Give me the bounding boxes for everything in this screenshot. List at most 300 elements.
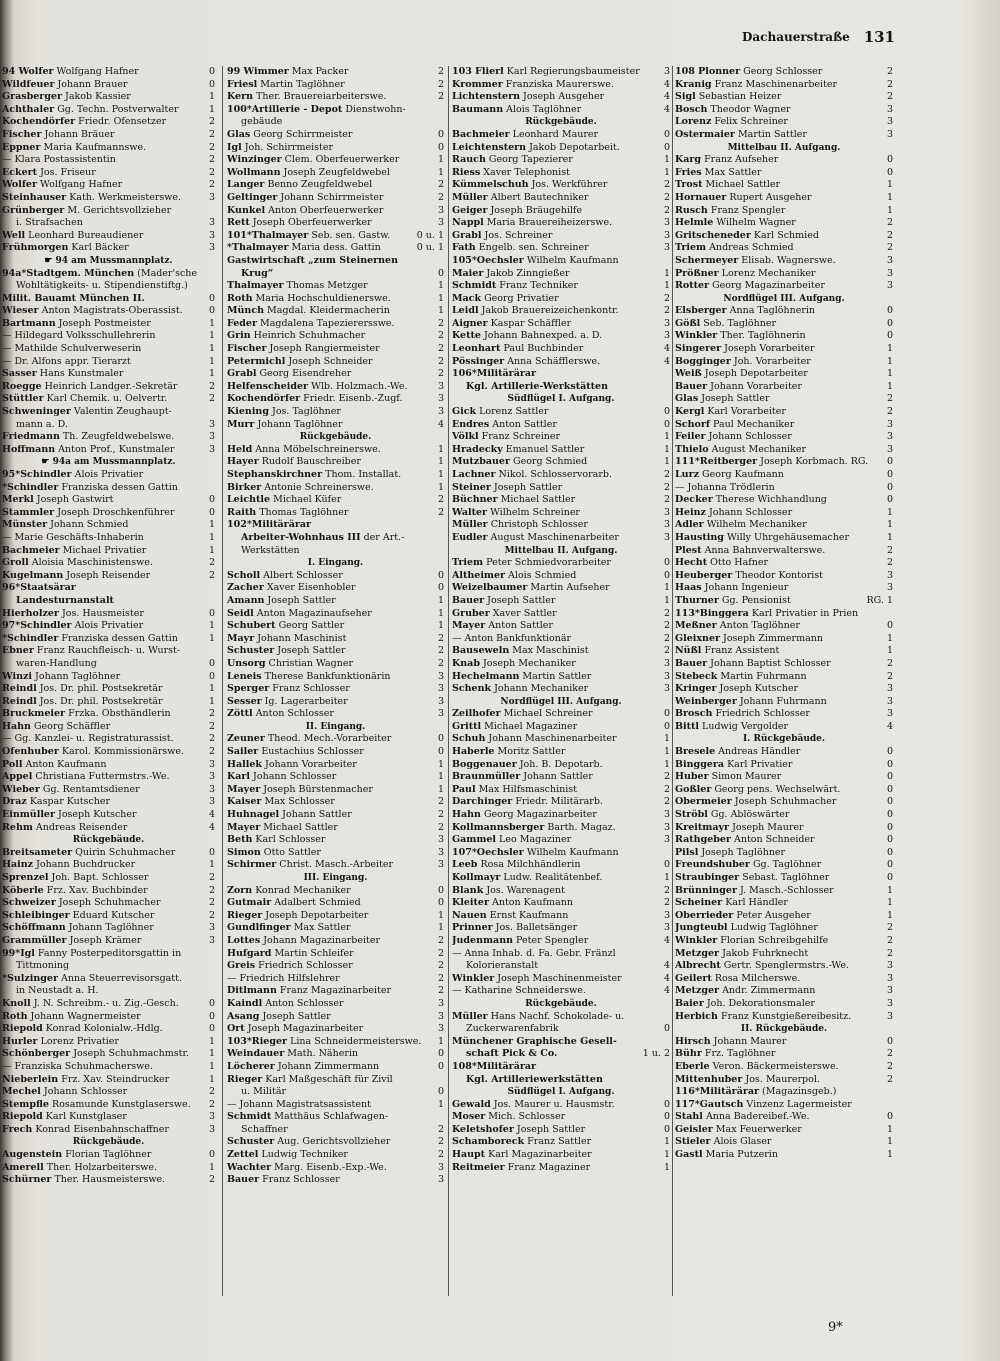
floor-number: 0: [886, 771, 893, 783]
directory-entry: [675, 998, 893, 1011]
directory-entry: [675, 645, 893, 658]
resident-detail: Johann Mechaniker: [491, 683, 589, 695]
floor-number: 3: [886, 683, 893, 695]
resident-name: Adler: [675, 519, 704, 531]
floor-number: 1: [437, 469, 444, 480]
floor-number: 3: [208, 418, 215, 430]
floor-number: 0: [886, 620, 893, 632]
section-heading: [452, 1086, 670, 1099]
resident-name: Leichtenstern: [452, 141, 527, 153]
directory-entry: [452, 268, 670, 281]
resident-name: Roegge: [2, 380, 42, 392]
floor-number: 2: [886, 66, 893, 77]
resident-detail: Rosamunde Kunstglaserswe.: [48, 1098, 191, 1110]
floor-number: 0: [437, 267, 444, 279]
directory-entry: [452, 154, 670, 167]
resident-name: Feder: [227, 317, 257, 329]
resident-detail: Karl Privatier in Prien: [748, 607, 859, 619]
directory-entry: [452, 230, 670, 243]
resident-name: Kollmayr: [452, 872, 501, 883]
directory-entry: [227, 973, 444, 986]
floor-number: 1: [208, 103, 215, 115]
directory-entry: [675, 822, 893, 835]
floor-number: 0: [663, 1111, 670, 1123]
directory-entry: [227, 948, 444, 961]
directory-entry: [675, 582, 893, 595]
directory-entry: [2, 985, 215, 998]
directory-entry: [675, 759, 893, 772]
resident-detail: Ludwig Taglöhner: [727, 922, 818, 934]
directory-entry: [675, 532, 893, 545]
resident-name: 106*Militärärar: [452, 368, 537, 380]
directory-entry: [227, 381, 444, 394]
floor-number: 0: [437, 569, 444, 581]
resident-name: Scheiner: [675, 897, 723, 909]
floor-number: 1: [886, 380, 893, 392]
resident-name: Kreitmayr: [675, 821, 730, 833]
resident-name: *Schindler: [2, 481, 59, 493]
resident-detail: Alois Schmied: [505, 569, 577, 581]
floor-number: 2: [437, 1149, 444, 1161]
directory-entry: [227, 129, 444, 142]
directory-entry: [675, 708, 893, 721]
resident-name: Kugelmann: [2, 569, 64, 581]
floor-number: 3: [663, 330, 670, 342]
resident-name: Stempfle: [2, 1098, 49, 1110]
resident-detail: Karl Magazinarbeiter: [485, 1149, 592, 1161]
directory-entry: [2, 708, 215, 721]
floor-number: 0: [208, 66, 215, 77]
directory-entry: [675, 217, 893, 230]
resident-detail: Paul Buchbinder: [500, 343, 584, 355]
resident-detail: i. Strafsachen: [16, 217, 83, 229]
directory-entry: [227, 1023, 444, 1036]
directory-entry: [227, 1086, 444, 1099]
resident-name: Decker: [675, 494, 713, 506]
resident-name: Ebner: [2, 645, 34, 657]
resident-name: Löcherer: [227, 1060, 275, 1072]
directory-entry: [227, 696, 444, 709]
resident-name: 94a*Stadtgem. München: [2, 267, 135, 279]
resident-name: Kollmannsberger: [452, 821, 545, 833]
resident-name: 107*Oechsler: [452, 846, 524, 858]
floor-number: 4: [663, 934, 670, 946]
floor-number: 1: [437, 909, 444, 921]
resident-name: Grabl: [452, 229, 482, 241]
floor-number: 3: [437, 846, 444, 858]
section-heading: [227, 557, 444, 570]
floor-number: 3: [663, 506, 670, 518]
resident-detail: Joseph Zimmermann: [720, 632, 823, 644]
floor-number: 3: [437, 683, 444, 695]
resident-detail: Johann Schirrmeister: [277, 191, 384, 203]
floor-number: 1: [208, 1060, 215, 1072]
floor-number: 3: [437, 670, 444, 682]
directory-entry: [675, 381, 893, 394]
resident-name: Ströbl: [675, 809, 708, 821]
floor-number: 4: [208, 821, 215, 833]
directory-entry: [2, 1048, 215, 1061]
floor-number: 0: [663, 418, 670, 430]
directory-entry: [227, 1061, 444, 1074]
resident-name: Gößl: [675, 317, 701, 329]
resident-name: Trost: [675, 179, 703, 191]
resident-detail: Joseph Sattler: [259, 1010, 331, 1022]
resident-name: Grabl: [227, 368, 257, 380]
resident-detail: Joseph Sattler: [490, 481, 563, 493]
floor-number: 3: [437, 217, 444, 229]
floor-number: 2: [663, 897, 670, 909]
resident-name: Feiler: [675, 431, 706, 443]
resident-detail: Jos. Dr. phil. Postsekretär: [36, 695, 163, 707]
directory-entry: [452, 847, 670, 860]
directory-entry: [2, 79, 215, 92]
resident-name: 103 Flierl: [452, 66, 504, 77]
directory-entry: [675, 1136, 893, 1149]
resident-name: Beth: [227, 834, 253, 846]
resident-detail: Joseph Sattler: [264, 594, 336, 606]
directory-entry: [227, 91, 444, 104]
resident-detail: Kaspar Kutscher: [26, 796, 111, 808]
directory-entry: [452, 885, 670, 898]
floor-number: 0: [437, 1060, 444, 1072]
resident-detail: Joseph Schuhmacher: [731, 796, 837, 808]
resident-detail: Hans Kunstmaler: [36, 368, 124, 380]
floor-number: 3: [208, 922, 215, 934]
section-heading: [452, 998, 670, 1011]
floor-number: 1: [663, 872, 670, 883]
resident-detail: Theodor Kontorist: [732, 569, 823, 581]
floor-number: 0: [886, 821, 893, 833]
floor-number: 3: [886, 708, 893, 720]
directory-entry: [675, 683, 893, 696]
resident-detail: Mittelbau II. Aufgang.: [504, 545, 618, 556]
resident-detail: Franziska dessen Gattin: [58, 632, 178, 644]
resident-name: Wildfeuer: [2, 78, 55, 90]
directory-entry: [2, 1124, 215, 1137]
floor-number: 1: [437, 607, 444, 619]
resident-detail: Frzka. Obsthändlerin: [65, 708, 171, 720]
directory-entry: [675, 608, 893, 621]
resident-detail: Max Packer: [288, 66, 349, 77]
section-heading: [452, 116, 670, 129]
floor-number: 3: [663, 229, 670, 241]
directory-entry: [675, 431, 893, 444]
floor-number: 3: [208, 443, 215, 455]
resident-detail: II. Eingang.: [305, 721, 366, 732]
directory-entry: [2, 1074, 215, 1087]
floor-number: 1: [208, 1035, 215, 1047]
resident-name: Sasser: [2, 368, 37, 380]
resident-detail: Südflügel I. Aufgang.: [507, 394, 615, 405]
resident-name: Asang: [227, 1010, 260, 1022]
resident-name: Fath: [452, 242, 476, 254]
resident-name: Hallek: [227, 758, 262, 770]
directory-entry: [227, 545, 444, 558]
resident-detail: Franz Schlosser: [269, 683, 350, 695]
floor-number: 1: [437, 280, 444, 292]
resident-detail: J. Masch.-Schlosser: [736, 884, 834, 896]
directory-entry: [2, 242, 215, 255]
floor-number: 1 u. 2: [642, 1048, 670, 1060]
resident-detail: Martin Fuhrmann: [717, 670, 807, 682]
resident-name: Gastwirtschaft „zum Steinernen: [227, 254, 399, 266]
directory-entry: [675, 230, 893, 243]
directory-entry: [227, 116, 444, 129]
resident-detail: Mittelbau II. Aufgang.: [727, 142, 841, 153]
resident-detail: Karl Chemik. u. Oelvertr.: [43, 393, 168, 405]
floor-number: 0: [208, 607, 215, 619]
resident-detail: Kath. Werkmeisterswe.: [66, 191, 182, 203]
resident-detail: Franziska dessen Gattin: [58, 481, 178, 493]
floor-number: 3: [886, 972, 893, 984]
directory-entry: [452, 1074, 670, 1087]
floor-number: 3: [208, 229, 215, 241]
directory-entry: [452, 834, 670, 847]
resident-name: Eberle: [675, 1060, 710, 1072]
resident-detail: J. N. Schreibm.- u. Zig.-Gesch.: [30, 997, 179, 1009]
resident-name: Unsorg: [227, 657, 266, 669]
resident-detail: Alois Glaser: [710, 1136, 772, 1148]
directory-entry: [675, 444, 893, 457]
resident-name: Kochendörfer: [2, 116, 76, 128]
resident-detail: mann a. D.: [16, 418, 68, 430]
directory-entry: [675, 885, 893, 898]
directory-entry: [452, 66, 670, 79]
resident-name: Thalmayer: [227, 280, 284, 292]
floor-number: 4: [663, 355, 670, 367]
directory-entry: [2, 91, 215, 104]
floor-number: 1: [886, 368, 893, 380]
resident-detail: Johann Vorarbeiter: [707, 380, 802, 392]
resident-name: Eppner: [2, 141, 41, 153]
floor-number: 0: [208, 78, 215, 90]
directory-entry: [675, 507, 893, 520]
resident-detail: Sebast. Taglöhner: [739, 872, 830, 883]
resident-name: Bittl: [675, 720, 700, 732]
resident-detail: Wohltätigkeits- u. Stipendienstiftg.): [16, 280, 188, 292]
resident-name: Leeb: [452, 859, 478, 871]
resident-detail: Rosa Milcherswe.: [711, 972, 801, 984]
section-heading: [227, 872, 444, 885]
column-2: [227, 66, 444, 1306]
floor-number: 0: [208, 1023, 215, 1035]
section-heading: [227, 431, 444, 444]
resident-name: Metzger: [675, 985, 720, 997]
resident-detail: Thomas Metzger: [283, 280, 368, 292]
floor-number: 1: [886, 909, 893, 921]
resident-name: Geltinger: [227, 191, 278, 203]
resident-detail: Friedrich Schlosser: [712, 708, 810, 720]
floor-number: 2: [437, 809, 444, 821]
resident-name: Leneis: [227, 670, 262, 682]
resident-name: Fischer: [2, 128, 42, 140]
resident-name: Altheimer: [452, 569, 506, 581]
resident-name: Geisler: [675, 1123, 713, 1135]
resident-name: Huber: [675, 771, 709, 783]
resident-name: Wieser: [2, 305, 39, 317]
resident-name: Langer: [227, 179, 265, 191]
floor-number: 2: [208, 708, 215, 720]
resident-detail: Johann Baptist Schlosser: [707, 657, 831, 669]
floor-number: 0: [208, 846, 215, 858]
resident-detail: Jakob Depotarbeit.: [526, 141, 620, 153]
resident-name: Zöttl: [227, 708, 253, 720]
resident-name: Moser: [452, 1111, 486, 1123]
floor-number: 1: [437, 758, 444, 770]
floor-number: 1: [663, 594, 670, 606]
directory-entry: [452, 179, 670, 192]
resident-detail: Rupert Ausgeher: [726, 191, 812, 203]
floor-number: 1: [886, 204, 893, 216]
resident-detail: Rückgebäude.: [299, 432, 372, 443]
resident-detail: Franz Techniker: [496, 280, 578, 292]
resident-detail: Michael Sattler: [702, 179, 781, 191]
directory-entry: [675, 205, 893, 218]
directory-entry: [452, 318, 670, 331]
resident-detail: Jakob Kassier: [62, 91, 131, 103]
floor-number: 2: [437, 179, 444, 191]
column-divider: [448, 66, 449, 1296]
floor-number: 3: [663, 519, 670, 531]
floor-number: 2: [886, 1048, 893, 1060]
floor-number: 3: [663, 670, 670, 682]
resident-detail: Jos. Dr. phil. Postsekretär: [36, 683, 163, 695]
resident-name: Mechel: [2, 1086, 41, 1098]
floor-number: 1: [208, 330, 215, 342]
resident-detail: Franz Magazinarbeiter: [276, 985, 392, 997]
directory-entry: [675, 66, 893, 79]
floor-number: 4: [886, 720, 893, 732]
directory-entry: [675, 910, 893, 923]
directory-entry: [227, 1136, 444, 1149]
floor-number: 2: [437, 796, 444, 808]
resident-detail: Anton Sattler: [489, 418, 557, 430]
directory-entry: [2, 179, 215, 192]
directory-entry: [675, 494, 893, 507]
section-heading: [452, 545, 670, 558]
floor-number: 0: [663, 1023, 670, 1035]
floor-number: 1: [437, 443, 444, 455]
page-header: [700, 28, 895, 48]
floor-number: 2: [208, 872, 215, 883]
floor-number: 0 u. 1: [416, 229, 444, 241]
floor-number: 1: [886, 191, 893, 203]
resident-name: Steinhauser: [2, 191, 67, 203]
directory-entry: [675, 268, 893, 281]
directory-entry: [227, 280, 444, 293]
floor-number: 3: [886, 997, 893, 1009]
floor-number: 0: [663, 1123, 670, 1135]
directory-entry: [2, 167, 215, 180]
resident-detail: Leonhard Bureaudiener: [25, 229, 144, 241]
floor-number: 2: [663, 620, 670, 632]
floor-number: 2: [437, 494, 444, 506]
floor-number: 0: [208, 1149, 215, 1161]
floor-number: 2: [886, 544, 893, 556]
directory-entry: [2, 960, 215, 973]
resident-detail: Otto Hafner: [707, 557, 769, 569]
directory-entry: [452, 822, 670, 835]
resident-name: Rusch: [675, 204, 708, 216]
resident-detail: Florian Taglöhner: [62, 1149, 152, 1161]
resident-detail: Clem. Oberfeuerwerker: [281, 154, 400, 166]
resident-detail: Joseph Gastwirt: [33, 494, 114, 506]
directory-entry: [2, 545, 215, 558]
resident-detail: Alois Privatier: [71, 620, 144, 632]
resident-name: Hahn: [452, 809, 481, 821]
resident-detail: Wilhelm Wagner: [713, 217, 796, 229]
directory-entry: [227, 519, 444, 532]
resident-name: Triem: [675, 242, 707, 254]
resident-detail: Jakob Zinngießer: [483, 267, 570, 279]
resident-name: Oberrieder: [675, 909, 734, 921]
resident-name: Grammüller: [2, 934, 67, 946]
floor-number: 0: [663, 720, 670, 732]
floor-number: 1: [437, 1035, 444, 1047]
resident-detail: Johann Schmied: [47, 519, 129, 531]
section-heading: [675, 293, 893, 306]
directory-entry: [2, 721, 215, 734]
resident-name: Winkler: [675, 934, 718, 946]
floor-number: 1: [886, 179, 893, 191]
directory-entry: [227, 356, 444, 369]
resident-name: 113*Binggera: [675, 607, 749, 619]
resident-name: Ofenhuber: [2, 746, 59, 758]
floor-number: 3: [886, 418, 893, 430]
resident-name: Stephanskirchner: [227, 469, 323, 480]
resident-detail: Schaffner: [241, 1123, 288, 1135]
floor-number: 0: [208, 506, 215, 518]
resident-detail: Johann Buchdrucker: [33, 859, 136, 871]
resident-name: Schirmer: [227, 859, 277, 871]
directory-entry: [675, 922, 893, 935]
directory-entry: [452, 582, 670, 595]
resident-detail: Joseph Kutscher: [54, 809, 137, 821]
resident-detail: Zuckerwarenfabrik: [466, 1023, 559, 1035]
floor-number: 0: [663, 406, 670, 418]
resident-detail: Georg Tapezierer: [485, 154, 573, 166]
directory-entry: [2, 268, 215, 281]
resident-name: Obermeier: [675, 796, 732, 808]
resident-detail: Frz. Taglöhner: [701, 1048, 776, 1060]
resident-name: 101*Thalmayer: [227, 229, 309, 241]
directory-entry: [227, 205, 444, 218]
directory-entry: [675, 154, 893, 167]
resident-name: *Schindler: [2, 632, 59, 644]
resident-detail: Veron. Bäckermeisterswe.: [709, 1060, 839, 1072]
resident-name: Frühmorgen: [2, 242, 69, 254]
resident-name: Roth: [2, 1010, 28, 1022]
resident-detail: Joseph Zeugfeldwebel: [280, 166, 390, 178]
directory-entry: [452, 960, 670, 973]
floor-number: 2: [208, 141, 215, 153]
resident-name: Gewald: [452, 1098, 491, 1110]
resident-name: Müller: [452, 519, 488, 531]
resident-detail: Karl Kunstglaser: [42, 1111, 127, 1123]
resident-name: Ort: [227, 1023, 245, 1035]
resident-name: Gutmair: [227, 897, 272, 909]
resident-name: Kgl. Artillerie-Werkstätten: [466, 380, 608, 392]
floor-number: 1: [208, 859, 215, 871]
floor-number: 2: [663, 783, 670, 795]
floor-number: 2: [663, 632, 670, 644]
resident-detail: Konrad Mechaniker: [252, 884, 351, 896]
column-divider: [222, 66, 223, 1296]
resident-detail: Jakob Brauereizeichenkontr.: [478, 305, 619, 317]
resident-name: 99 Wimmer: [227, 66, 289, 77]
section-heading: [227, 721, 444, 734]
